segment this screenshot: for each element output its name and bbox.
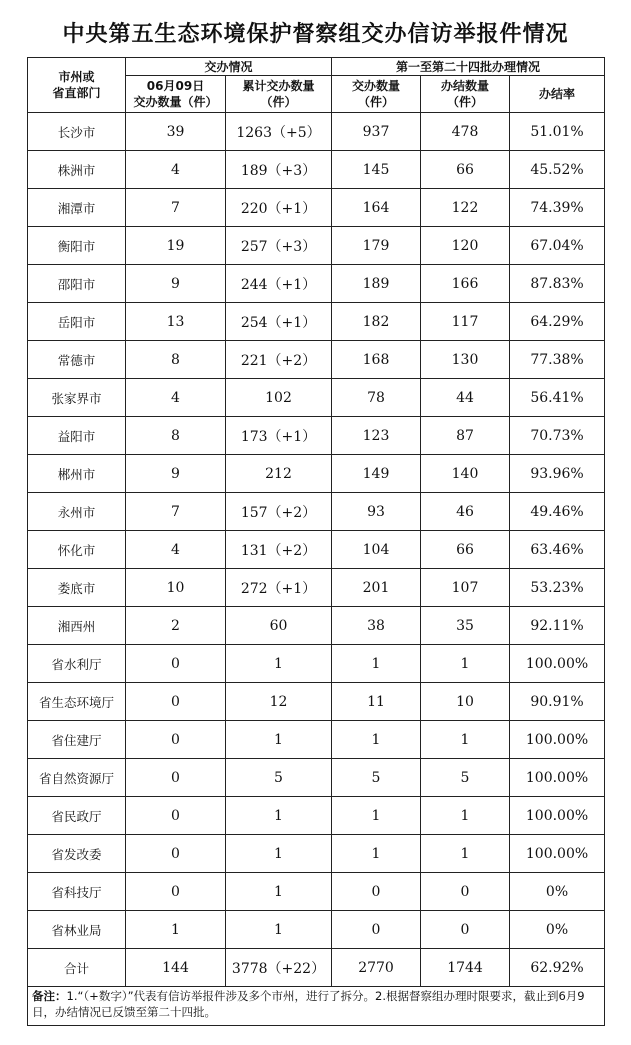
cell-assigned: 1 bbox=[332, 797, 421, 835]
cell-today: 7 bbox=[126, 189, 226, 227]
cell-assigned: 189 bbox=[332, 265, 421, 303]
page-title: 中央第五生态环境保护督察组交办信访举报件情况 bbox=[62, 21, 569, 47]
cell-rate: 100.00% bbox=[510, 835, 605, 873]
cell-name: 湘西州 bbox=[28, 607, 126, 645]
cell-cumulative: 1 bbox=[226, 911, 332, 949]
cell-assigned: 164 bbox=[332, 189, 421, 227]
cell-today: 13 bbox=[126, 303, 226, 341]
cell-assigned: 168 bbox=[332, 341, 421, 379]
cell-closed: 10 bbox=[421, 683, 510, 721]
column-header-cumulative: 累计交办数量 （件） bbox=[226, 76, 332, 113]
table-row bbox=[28, 455, 605, 493]
cell-closed: 107 bbox=[421, 569, 510, 607]
cell-closed: 1 bbox=[421, 721, 510, 759]
table-row bbox=[28, 531, 605, 569]
cell-assigned: 201 bbox=[332, 569, 421, 607]
group-header-assigned: 交办情况 bbox=[126, 58, 332, 76]
cell-assigned: 937 bbox=[332, 113, 421, 151]
cell-cumulative: 131（+2） bbox=[226, 531, 332, 569]
report-table bbox=[27, 57, 605, 1026]
table-row bbox=[28, 227, 605, 265]
cell-today: 8 bbox=[126, 417, 226, 455]
cell-cumulative: 257（+3） bbox=[226, 227, 332, 265]
cell-name: 株洲市 bbox=[28, 151, 126, 189]
cell-cumulative: 254（+1） bbox=[226, 303, 332, 341]
cell-closed: 122 bbox=[421, 189, 510, 227]
cell-assigned: 11 bbox=[332, 683, 421, 721]
cell-closed: 35 bbox=[421, 607, 510, 645]
cell-today: 1 bbox=[126, 911, 226, 949]
cell-assigned: 1 bbox=[332, 835, 421, 873]
cell-assigned: 5 bbox=[332, 759, 421, 797]
cell-closed: 1 bbox=[421, 797, 510, 835]
cell-rate: 70.73% bbox=[510, 417, 605, 455]
total-label: 合计 bbox=[28, 949, 126, 987]
table-body bbox=[28, 113, 605, 949]
cell-assigned: 0 bbox=[332, 911, 421, 949]
column-header-closed: 办结数量 （件） bbox=[421, 76, 510, 113]
cell-cumulative: 102 bbox=[226, 379, 332, 417]
cell-name: 衡阳市 bbox=[28, 227, 126, 265]
table-row bbox=[28, 683, 605, 721]
cell-name: 永州市 bbox=[28, 493, 126, 531]
cell-closed: 66 bbox=[421, 531, 510, 569]
cell-rate: 49.46% bbox=[510, 493, 605, 531]
cell-assigned: 0 bbox=[332, 873, 421, 911]
cell-assigned: 1 bbox=[332, 721, 421, 759]
cell-rate: 63.46% bbox=[510, 531, 605, 569]
table-row bbox=[28, 341, 605, 379]
cell-rate: 64.29% bbox=[510, 303, 605, 341]
table-row bbox=[28, 911, 605, 949]
cell-name: 娄底市 bbox=[28, 569, 126, 607]
cell-rate: 100.00% bbox=[510, 797, 605, 835]
column-header-assigned: 交办数量 （件） bbox=[332, 76, 421, 113]
group-header-progress: 第一至第二十四批办理情况 bbox=[332, 58, 605, 76]
cell-today: 0 bbox=[126, 797, 226, 835]
cell-today: 0 bbox=[126, 683, 226, 721]
total-closed: 1744 bbox=[421, 949, 510, 987]
cell-rate: 100.00% bbox=[510, 759, 605, 797]
cell-today: 4 bbox=[126, 151, 226, 189]
cell-rate: 0% bbox=[510, 911, 605, 949]
cell-name: 省发改委 bbox=[28, 835, 126, 873]
total-assigned: 2770 bbox=[332, 949, 421, 987]
footnote-text: 1.“（+数字）”代表有信访举报件涉及多个市州，进行了拆分。2.根据督察组办理时限要求，截止到6月9日，办结情况已反馈至第二十四批。 bbox=[32, 989, 585, 1019]
cell-cumulative: 5 bbox=[226, 759, 332, 797]
cell-today: 4 bbox=[126, 379, 226, 417]
cell-cumulative: 221（+2） bbox=[226, 341, 332, 379]
cell-closed: 44 bbox=[421, 379, 510, 417]
table-row bbox=[28, 797, 605, 835]
cell-today: 0 bbox=[126, 759, 226, 797]
cell-cumulative: 1 bbox=[226, 873, 332, 911]
cell-closed: 117 bbox=[421, 303, 510, 341]
cell-name: 省民政厅 bbox=[28, 797, 126, 835]
cell-cumulative: 212 bbox=[226, 455, 332, 493]
total-today: 144 bbox=[126, 949, 226, 987]
cell-today: 8 bbox=[126, 341, 226, 379]
cell-cumulative: 157（+2） bbox=[226, 493, 332, 531]
table-row bbox=[28, 835, 605, 873]
total-row bbox=[28, 949, 605, 987]
cell-assigned: 104 bbox=[332, 531, 421, 569]
cell-name: 省住建厅 bbox=[28, 721, 126, 759]
cell-rate: 87.83% bbox=[510, 265, 605, 303]
cell-cumulative: 1 bbox=[226, 721, 332, 759]
table-row bbox=[28, 493, 605, 531]
cell-closed: 140 bbox=[421, 455, 510, 493]
cell-rate: 100.00% bbox=[510, 721, 605, 759]
cell-closed: 130 bbox=[421, 341, 510, 379]
cell-assigned: 179 bbox=[332, 227, 421, 265]
cell-closed: 1 bbox=[421, 645, 510, 683]
cell-today: 0 bbox=[126, 873, 226, 911]
cell-rate: 45.52% bbox=[510, 151, 605, 189]
cell-closed: 0 bbox=[421, 911, 510, 949]
cell-cumulative: 220（+1） bbox=[226, 189, 332, 227]
table-row bbox=[28, 379, 605, 417]
note-row bbox=[28, 987, 605, 1026]
cell-assigned: 145 bbox=[332, 151, 421, 189]
cell-today: 0 bbox=[126, 721, 226, 759]
cell-rate: 74.39% bbox=[510, 189, 605, 227]
cell-today: 0 bbox=[126, 645, 226, 683]
cell-name: 益阳市 bbox=[28, 417, 126, 455]
cell-rate: 100.00% bbox=[510, 645, 605, 683]
total-rate: 62.92% bbox=[510, 949, 605, 987]
cell-closed: 87 bbox=[421, 417, 510, 455]
cell-cumulative: 1 bbox=[226, 797, 332, 835]
cell-rate: 90.91% bbox=[510, 683, 605, 721]
cell-cumulative: 244（+1） bbox=[226, 265, 332, 303]
cell-assigned: 123 bbox=[332, 417, 421, 455]
table-row bbox=[28, 721, 605, 759]
cell-closed: 46 bbox=[421, 493, 510, 531]
cell-closed: 5 bbox=[421, 759, 510, 797]
cell-today: 10 bbox=[126, 569, 226, 607]
cell-name: 湘潭市 bbox=[28, 189, 126, 227]
footnote-label: 备注： bbox=[32, 989, 67, 1003]
cell-name: 怀化市 bbox=[28, 531, 126, 569]
cell-cumulative: 1263（+5） bbox=[226, 113, 332, 151]
total-cumulative: 3778（+22） bbox=[226, 949, 332, 987]
table-row bbox=[28, 151, 605, 189]
cell-cumulative: 189（+3） bbox=[226, 151, 332, 189]
cell-rate: 0% bbox=[510, 873, 605, 911]
cell-name: 张家界市 bbox=[28, 379, 126, 417]
cell-cumulative: 272（+1） bbox=[226, 569, 332, 607]
cell-today: 19 bbox=[126, 227, 226, 265]
cell-name: 岳阳市 bbox=[28, 303, 126, 341]
table-row bbox=[28, 873, 605, 911]
cell-today: 39 bbox=[126, 113, 226, 151]
cell-name: 省水利厅 bbox=[28, 645, 126, 683]
cell-closed: 66 bbox=[421, 151, 510, 189]
cell-cumulative: 60 bbox=[226, 607, 332, 645]
table-row bbox=[28, 189, 605, 227]
cell-rate: 67.04% bbox=[510, 227, 605, 265]
cell-name: 邵阳市 bbox=[28, 265, 126, 303]
cell-rate: 51.01% bbox=[510, 113, 605, 151]
cell-today: 0 bbox=[126, 835, 226, 873]
footnote bbox=[28, 987, 605, 1026]
cell-closed: 1 bbox=[421, 835, 510, 873]
cell-cumulative: 12 bbox=[226, 683, 332, 721]
cell-cumulative: 173（+1） bbox=[226, 417, 332, 455]
cell-rate: 56.41% bbox=[510, 379, 605, 417]
cell-rate: 92.11% bbox=[510, 607, 605, 645]
table-row bbox=[28, 607, 605, 645]
cell-assigned: 78 bbox=[332, 379, 421, 417]
cell-assigned: 149 bbox=[332, 455, 421, 493]
column-header-today: 06月09日 交办数量（件） bbox=[126, 76, 226, 113]
cell-rate: 77.38% bbox=[510, 341, 605, 379]
cell-name: 常德市 bbox=[28, 341, 126, 379]
cell-cumulative: 1 bbox=[226, 835, 332, 873]
cell-assigned: 182 bbox=[332, 303, 421, 341]
cell-name: 长沙市 bbox=[28, 113, 126, 151]
cell-name: 省科技厅 bbox=[28, 873, 126, 911]
cell-name: 郴州市 bbox=[28, 455, 126, 493]
cell-today: 9 bbox=[126, 455, 226, 493]
table-row bbox=[28, 113, 605, 151]
cell-closed: 166 bbox=[421, 265, 510, 303]
table-row bbox=[28, 303, 605, 341]
cell-today: 9 bbox=[126, 265, 226, 303]
table-row bbox=[28, 645, 605, 683]
cell-closed: 0 bbox=[421, 873, 510, 911]
cell-cumulative: 1 bbox=[226, 645, 332, 683]
table-row bbox=[28, 265, 605, 303]
table-row bbox=[28, 417, 605, 455]
cell-name: 省林业局 bbox=[28, 911, 126, 949]
table-row bbox=[28, 569, 605, 607]
cell-today: 4 bbox=[126, 531, 226, 569]
cell-name: 省自然资源厅 bbox=[28, 759, 126, 797]
cell-rate: 93.96% bbox=[510, 455, 605, 493]
cell-assigned: 1 bbox=[332, 645, 421, 683]
table-row bbox=[28, 759, 605, 797]
column-header-region: 市州或 省直部门 bbox=[28, 58, 126, 113]
cell-closed: 120 bbox=[421, 227, 510, 265]
cell-today: 2 bbox=[126, 607, 226, 645]
cell-name: 省生态环境厅 bbox=[28, 683, 126, 721]
cell-assigned: 38 bbox=[332, 607, 421, 645]
cell-closed: 478 bbox=[421, 113, 510, 151]
column-header-rate: 办结率 bbox=[510, 76, 605, 113]
cell-today: 7 bbox=[126, 493, 226, 531]
cell-assigned: 93 bbox=[332, 493, 421, 531]
cell-rate: 53.23% bbox=[510, 569, 605, 607]
